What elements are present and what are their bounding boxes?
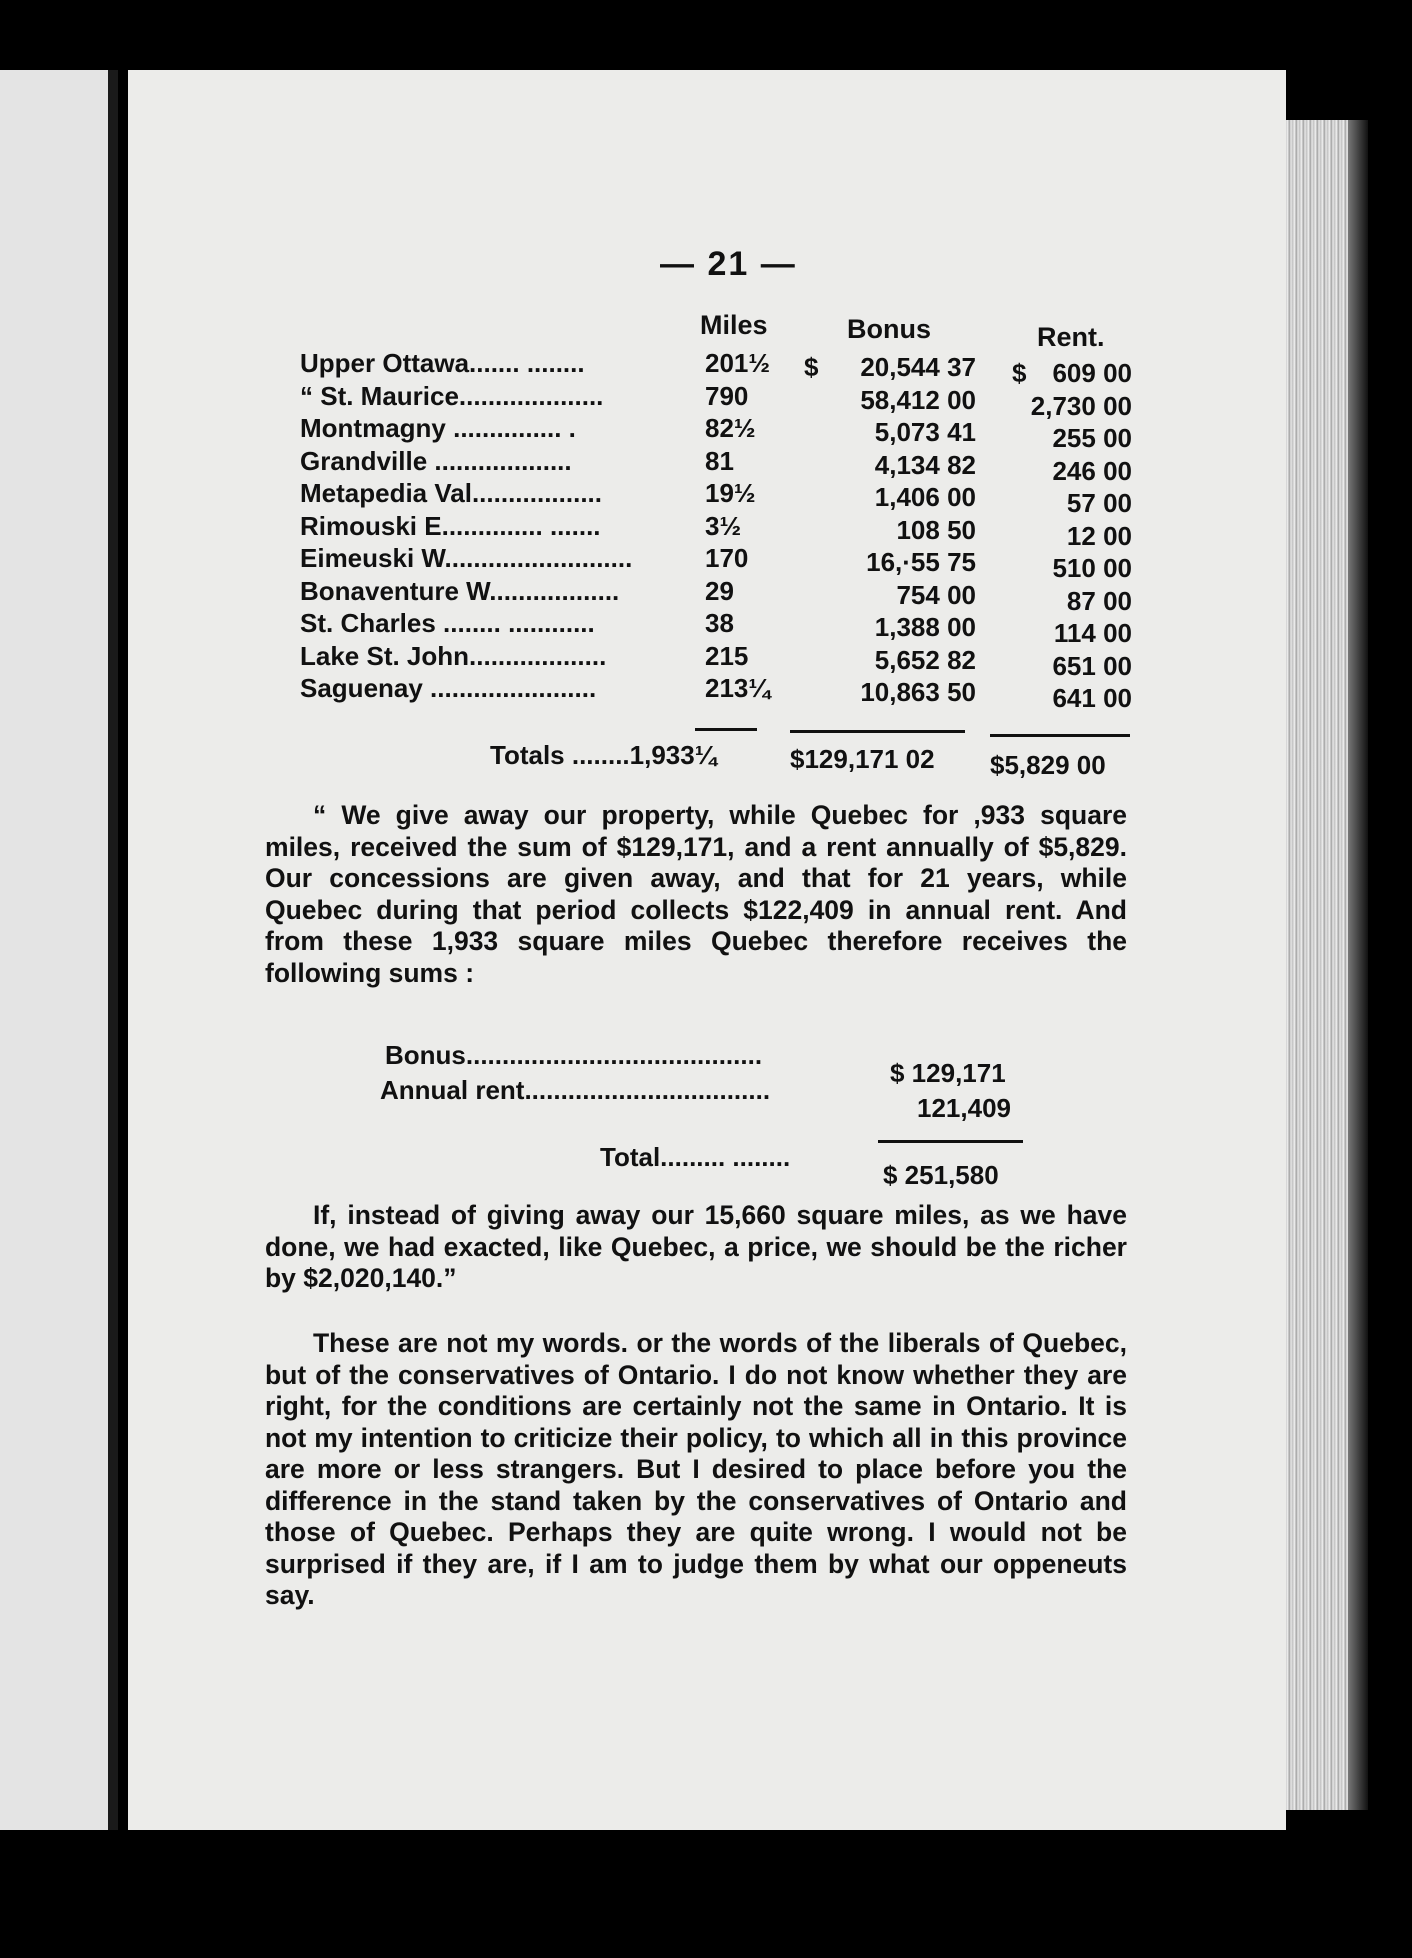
row-miles: 19½ (705, 478, 756, 508)
summary-rent-value: 121,409 (917, 1093, 1011, 1123)
row-bonus: 20,544 37 (860, 352, 976, 382)
summary-total-value: $ 251,580 (883, 1160, 999, 1190)
paragraph-2: If, instead of giving away our 15,660 square miles, as we have done, we had exacted, like Quebec, a price, we should be the richer by $2,020,140.” (265, 1200, 1127, 1293)
row-bonus: 108 50 (896, 514, 976, 545)
row-bonus: 4,134 82 (874, 449, 976, 480)
row-miles: 29 (705, 575, 734, 606)
rent-rule (990, 734, 1130, 737)
row-miles: 3½ (705, 510, 742, 541)
row-miles: 81 (705, 445, 734, 476)
row-bonus-prefix: $ (804, 352, 819, 382)
row-bonus: 1,388 00 (874, 612, 976, 642)
summary-total-label: Total......... ........ (600, 1142, 791, 1172)
totals-bonus: $129,171 02 (790, 744, 935, 774)
row-rent: 609 00 (1052, 358, 1132, 388)
miles-rule (695, 728, 757, 731)
left-page-edge (0, 70, 118, 1830)
miles-header: Miles (700, 310, 768, 340)
row-miles: 201½ (705, 348, 771, 378)
rent-header: Rent. (1037, 322, 1105, 352)
row-name: “ St. Maurice.................... (300, 380, 604, 411)
totals-rent: $5,829 00 (990, 750, 1106, 780)
bonus-header: Bonus (847, 314, 931, 344)
summary-bonus-label: Bonus......................................... (385, 1040, 763, 1070)
row-bonus: 754 00 (896, 579, 976, 610)
row-bonus: 1,406 00 (874, 482, 976, 512)
summary-bonus-value: $ 129,171 (890, 1058, 1006, 1088)
row-rent: 87 00 (1066, 585, 1132, 616)
summary-rent-label: Annual rent.................................. (380, 1075, 771, 1105)
row-rent: 641 00 (1052, 683, 1132, 713)
row-bonus: 10,863 50 (860, 677, 976, 707)
row-miles: 82½ (705, 413, 756, 443)
row-miles: 38 (705, 608, 734, 638)
page-edge-shadow (1348, 120, 1368, 1810)
row-bonus: 5,652 82 (874, 644, 976, 675)
row-rent: 651 00 (1052, 650, 1132, 681)
row-name: Lake St. John................... (300, 640, 607, 671)
row-name: Montmagny ............... . (300, 413, 576, 443)
row-rent: 246 00 (1052, 455, 1132, 486)
book-spine (108, 70, 118, 1830)
row-name: Upper Ottawa....... ........ (300, 348, 585, 378)
row-rent: 114 00 (1053, 618, 1132, 648)
summary-rule (878, 1140, 1023, 1143)
paragraph-3: These are not my words. or the words of the liberals of Quebec, but of the conservatives of Ontario. I do not know whether they are right, for the conditions are certainly not the same in Ontario. It is not my intention to criticize their policy, to which all in this province are more or less strangers. But I desired to place before you the difference in the stand taken by the conservatives of Ontario and those of Quebec. Perhaps they are quite wrong. I would not be surprised if they are, if I am to judge them by what our oppeneuts say. (265, 1328, 1127, 1610)
row-name: Grandville ................... (300, 445, 572, 476)
row-bonus: 58,412 00 (860, 384, 976, 415)
row-bonus: 16,·55 75 (866, 547, 976, 577)
row-name: St. Charles ........ ............ (300, 608, 595, 638)
paragraph-1: “ We give away our property, while Quebec for ,933 square miles, received the sum of $129,171, and a rent annually of $5,829. Our concessions are given away, and that for 21 years, while Quebec during that period collects $122,409 in annual rent. And from these 1,933 square miles Quebec therefore receives the following sums : (265, 800, 1127, 988)
row-name: Saguenay ....................... (300, 673, 597, 703)
bonus-rule (790, 730, 965, 733)
page-number: — 21 — (660, 245, 797, 283)
row-rent-prefix: $ (1012, 358, 1027, 388)
row-rent: 255 00 (1052, 423, 1132, 453)
row-name: Eimeuski W.......................... (300, 543, 633, 573)
row-bonus: 5,073 41 (874, 417, 976, 447)
row-name: Bonaventure W.................. (300, 575, 620, 606)
row-rent: 57 00 (1066, 488, 1132, 518)
row-rent: 510 00 (1052, 553, 1132, 583)
row-name: Rimouski E.............. ....... (300, 510, 601, 541)
row-rent: 2,730 00 (1030, 390, 1132, 421)
row-name: Metapedia Val.................. (300, 478, 602, 508)
row-miles: 790 (705, 380, 749, 411)
page-edges (1286, 120, 1348, 1810)
row-miles: 170 (705, 543, 749, 573)
row-miles: 215 (705, 640, 749, 671)
row-rent: 12 00 (1066, 520, 1132, 551)
totals-label: Totals ........1,933¼ (490, 740, 717, 770)
row-miles: 213¼ (705, 673, 771, 703)
